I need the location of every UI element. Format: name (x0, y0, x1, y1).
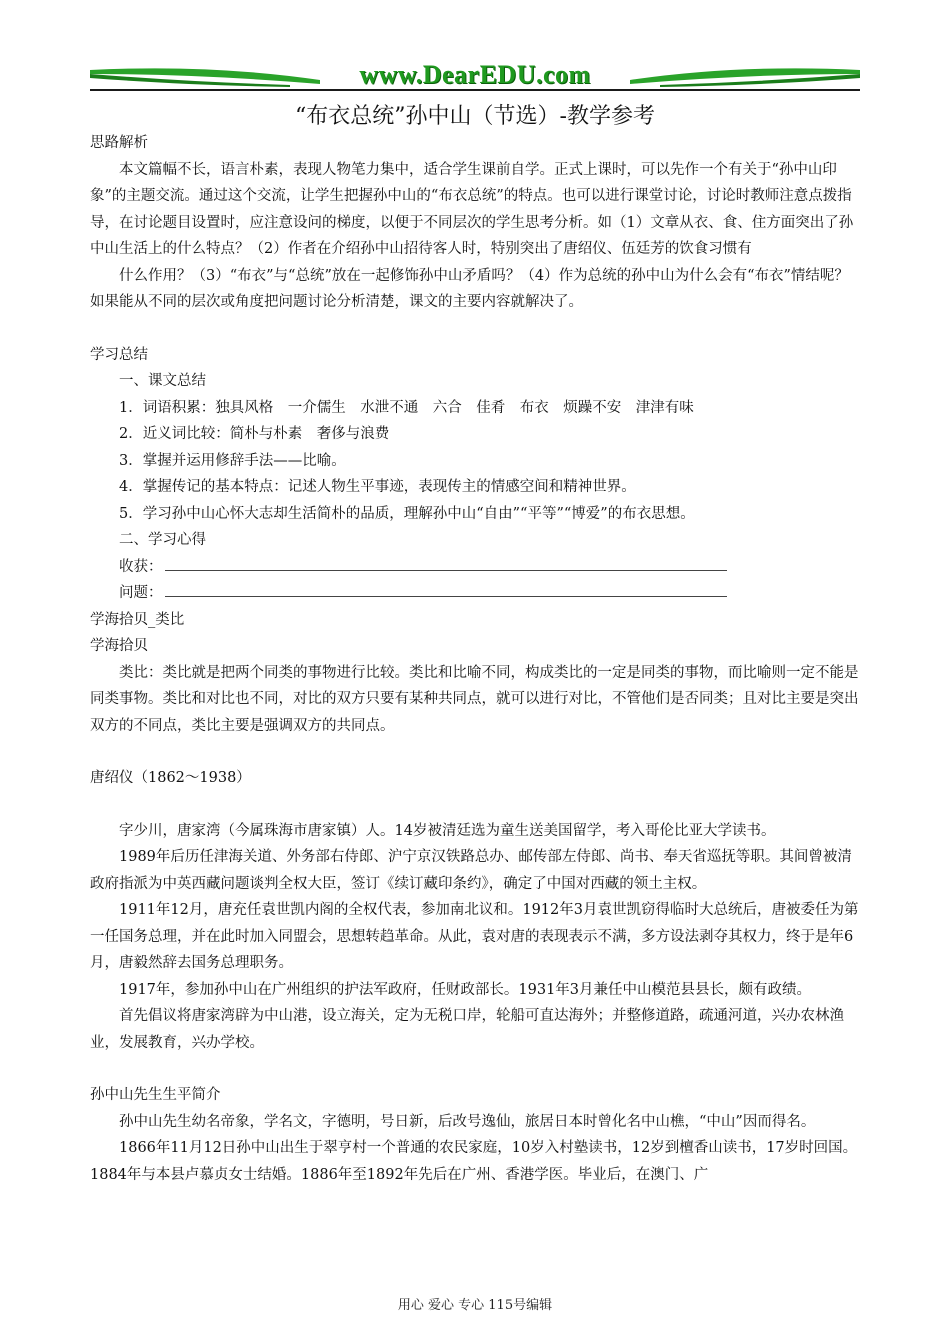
summary-item: 5．学习孙中山心怀大志却生活简朴的品质，理解孙中山“自由”“平等”“博爱”的布衣思想。 (119, 505, 695, 522)
site-header (90, 58, 860, 94)
tang-paragraph: 1989年后历任津海关道、外务部右侍郎、沪宁京汉铁路总办、邮传部左侍郎、尚书、奉天省巡抚等职。其间曾被清政府指派为中英西藏问题谈判全权大臣，签订《续订藏印条约》，确定了中国对西藏的领土主权。 (90, 849, 852, 892)
analogy-heading-2: 学海拾贝 (90, 638, 148, 654)
tang-paragraph: 字少川，唐家湾（今属珠海市唐家镇）人。14岁被清廷选为童生送美国留学，考入哥伦比亚大学读书。 (119, 822, 776, 839)
tang-heading: 唐绍仪（1862～1938） (90, 770, 251, 786)
tang-paragraph: 首先倡议将唐家湾辟为中山港，设立海关，定为无税口岸，轮船可直达海外；并整修道路，疏通河道，兴办农林渔业，发展教育，兴办学校。 (90, 1008, 844, 1051)
gain-row (90, 554, 860, 581)
summary-item: 4．掌握传记的基本特点：记述人物生平事迹，表现传主的情感空间和精神世界。 (119, 479, 636, 495)
tang-paragraph: 1917年，参加孙中山在广州组织的护法军政府，任财政部长。1931年3月兼任中山模范县县长，颇有政绩。 (119, 981, 812, 998)
analogy-heading-1: 学海拾贝_类比 (90, 611, 185, 628)
gain-label: 收获： (119, 558, 163, 575)
site-logo-text[interactable]: www.DearEDU.com (359, 60, 591, 89)
summary-item: 2．近义词比较：简朴与朴素 奢侈与浪费 (119, 426, 390, 442)
tang-paragraph: 1911年12月，唐充任袁世凯内阁的全权代表，参加南北议和。1912年3月袁世凯窃得临时大总统后，唐被委任为第一任国务总理，并在此时加入同盟会，思想转趋革命。从此，袁对唐的表现表示不满，多方设法剥夺其权力，终于是年6月，唐毅然辞去国务总理职务。 (90, 902, 859, 971)
sun-heading: 孙中山先生生平简介 (90, 1087, 221, 1103)
summary-subheading-1: 一、课文总结 (119, 373, 206, 389)
sun-paragraph: 1866年11月12日孙中山出生于翠亨村一个普通的农民家庭，10岁入村塾读书，12岁到檀香山读书，17岁时回国。1884年与本县卢慕贞女士结婚。1886年至1892年先后在广州、香港学医。毕业后，在澳门、广 (90, 1140, 858, 1183)
summary-subheading-2: 二、学习心得 (119, 532, 206, 548)
question-row (90, 580, 860, 607)
page-footer: 用心 爱心 专心 115号编辑 (397, 1298, 553, 1313)
summary-item: 3．掌握并运用修辞手法——比喻。 (119, 452, 346, 469)
gain-blank-line[interactable] (165, 555, 727, 571)
sun-paragraph: 孙中山先生幼名帝象，学名文，字德明，号日新，后改号逸仙，旅居日本时曾化名中山樵，“中山”因而得名。 (119, 1113, 816, 1130)
document-body (90, 130, 860, 1188)
summary-heading: 学习总结 (90, 346, 148, 363)
analogy-paragraph: 类比：类比就是把两个同类的事物进行比较。类比和比喻不同，构成类比的一定是同类的事物，而比喻则一定不能是同类事物。类比和对比也不同，对比的双方只要有某种共同点，就可以进行对比，不管他们是否同类；且对比主要是突出双方的不同点，类比主要是强调双方的共同点。 (90, 664, 859, 734)
summary-item: 1．词语积累：独具风格 一介儒生 水泄不通 六合 佳肴 布衣 烦躁不安 津津有味 (119, 399, 694, 416)
page-title: “布衣总统”孙中山（节选）-教学参考 (295, 104, 655, 129)
question-blank-line[interactable] (165, 581, 727, 597)
approach-heading: 思路解析 (90, 135, 148, 151)
approach-paragraph-1: 本文篇幅不长，语言朴素，表现人物笔力集中，适合学生课前自学。正式上课时，可以先作一个有关于“孙中山印象”的主题交流。通过这个交流，让学生把握孙中山的“布衣总统”的特点。也可以进行课堂讨论，讨论时教师注意点拨指导，在讨论题目设置时，应注意设问的梯度，以便于不同层次的学生思考分析。如（1）文章从衣、食、住方面突出了孙中山生活上的什么特点？（2）作者在介绍孙中山招待客人时，特别突出了唐绍仪、伍廷芳的饮食习惯有 (90, 161, 854, 257)
question-label: 问题： (119, 585, 163, 601)
header-rule (90, 89, 860, 91)
approach-paragraph-2: 什么作用？（3）“布衣”与“总统”放在一起修饰孙中山矛盾吗？（4）作为总统的孙中山为什么会有“布衣”情结呢？如果能从不同的层次或角度把问题讨论分析清楚，课文的主要内容就解决了。 (90, 267, 849, 310)
